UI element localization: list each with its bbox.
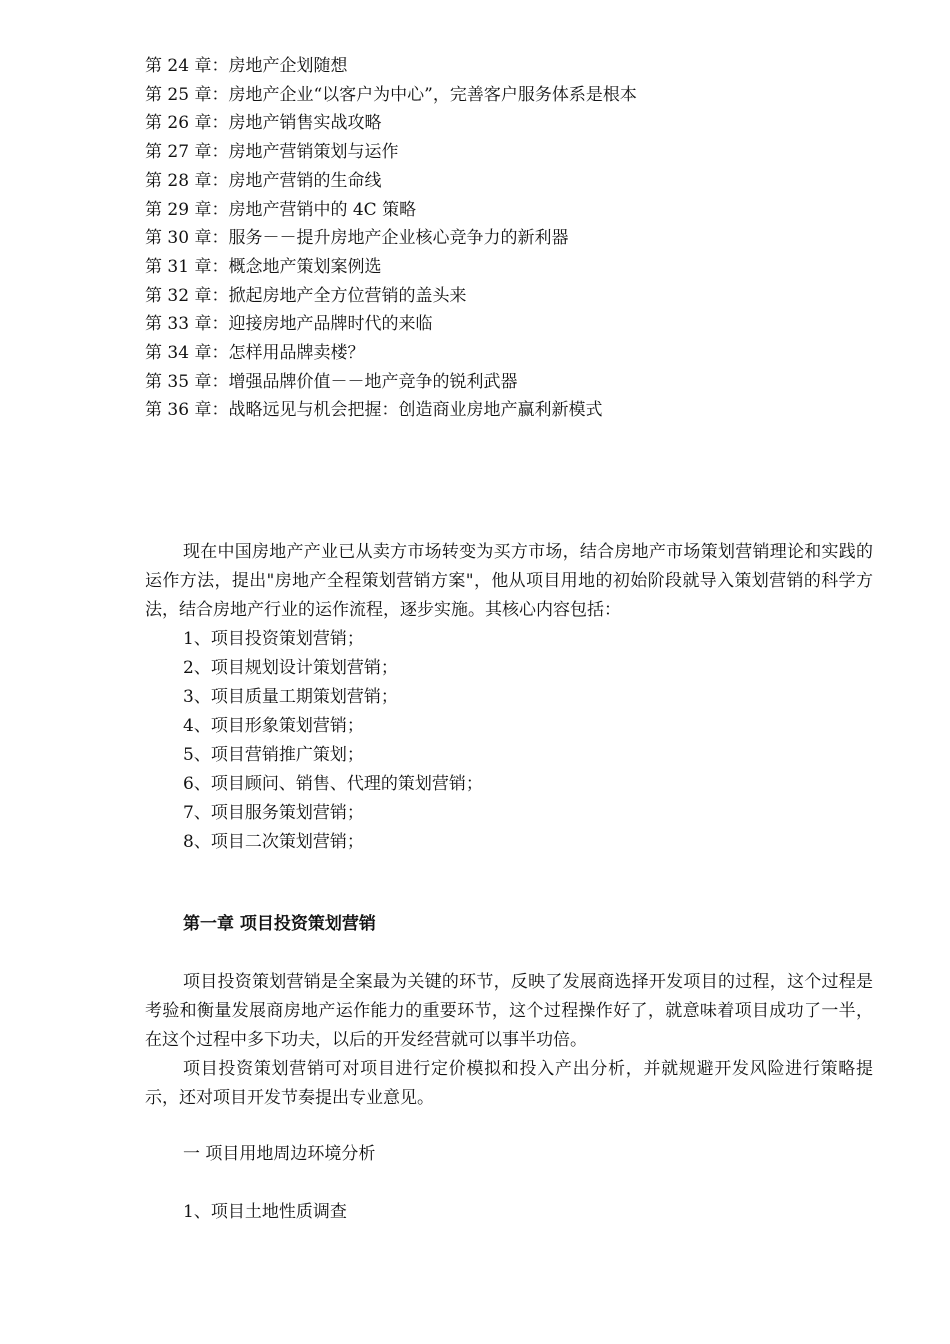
toc-entry: 第 32 章：掀起房地产全方位营销的盖头来	[145, 285, 467, 306]
table-of-contents	[145, 52, 865, 425]
toc-entry: 第 26 章：房地产销售实战攻略	[145, 113, 382, 134]
toc-entry: 第 34 章：怎样用品牌卖楼？	[145, 343, 365, 364]
list-item: 3、项目质量工期策划营销；	[183, 687, 398, 707]
toc-entry: 第 35 章：增强品牌价值－－地产竞争的锐利武器	[145, 371, 518, 392]
list-item: 8、项目二次策划营销；	[183, 832, 364, 852]
intro-section	[145, 538, 873, 857]
chapter-title: 第一章 项目投资策划营销	[183, 914, 376, 934]
intro-paragraph: 现在中国房地产产业已从卖方市场转变为买方市场，结合房地产市场策划营销理论和实践的运作方法，提出"房地产全程策划营销方案"，他从项目用地的初始阶段就导入策划营销的科学方法，结合房地产行业的运作流程，逐步实施。其核心内容包括：	[145, 542, 873, 620]
toc-entry: 第 31 章：概念地产策划案例选	[145, 256, 382, 277]
list-item: 6、项目顾问、销售、代理的策划营销；	[183, 774, 483, 794]
toc-entry: 第 24 章：房地产企划随想	[145, 56, 348, 76]
toc-entry: 第 27 章：房地产营销策划与运作	[145, 142, 399, 163]
subsection-heading: 1、项目土地性质调查	[183, 1202, 347, 1222]
toc-entry: 第 36 章：战略远见与机会把握：创造商业房地产赢利新模式	[145, 400, 603, 421]
toc-entry: 第 28 章：房地产营销的生命线	[145, 170, 382, 191]
list-item: 5、项目营销推广策划；	[183, 745, 364, 765]
list-item: 7、项目服务策划营销；	[183, 803, 364, 823]
list-item: 2、项目规划设计策划营销；	[183, 658, 398, 678]
list-item: 4、项目形象策划营销；	[183, 716, 364, 736]
toc-entry: 第 30 章：服务－－提升房地产企业核心竞争力的新利器	[145, 228, 569, 249]
list-item: 1、项目投资策划营销；	[183, 629, 364, 649]
toc-entry: 第 25 章：房地产企业“以客户为中心”，完善客户服务体系是根本	[145, 84, 637, 105]
chapter-paragraph-2: 项目投资策划营销可对项目进行定价模拟和投入产出分析，并就规避开发风险进行策略提示，还对项目开发节奏提出专业意见。	[145, 1059, 873, 1108]
core-content-list	[145, 625, 873, 857]
chapter-paragraph-1: 项目投资策划营销是全案最为关键的环节，反映了发展商选择开发项目的过程，这个过程是考验和衡量发展商房地产运作能力的重要环节，这个过程操作好了，就意味着项目成功了一半，在这个过程中多下功夫，以后的开发经营就可以事半功倍。	[145, 972, 873, 1050]
section-heading: 一 项目用地周边环境分析	[183, 1144, 376, 1164]
chapter-body	[145, 968, 873, 1113]
toc-entry: 第 33 章：迎接房地产品牌时代的来临	[145, 314, 433, 335]
toc-entry: 第 29 章：房地产营销中的 4C 策略	[145, 199, 417, 220]
